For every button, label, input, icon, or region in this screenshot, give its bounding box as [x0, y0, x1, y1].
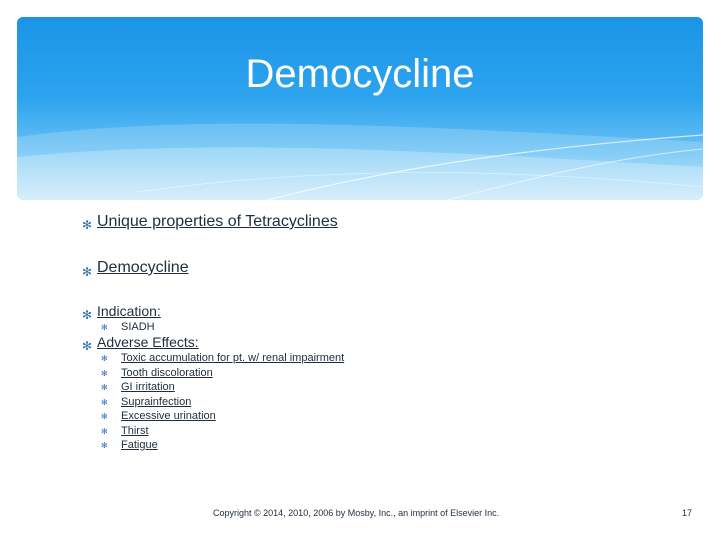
sub-bullet-star-icon: ✻ — [101, 427, 108, 436]
adverse-item-link[interactable]: Toxic accumulation for pt. w/ renal impairment — [121, 352, 345, 364]
sub-bullet-star-icon: ✻ — [101, 412, 108, 421]
adverse-item-link[interactable]: Tooth discoloration — [121, 367, 213, 379]
bullet-star-icon: ✻ — [82, 339, 93, 353]
link-indication[interactable]: Indication: — [97, 303, 161, 319]
title-banner — [17, 17, 703, 200]
adverse-item-link[interactable]: Excessive urination — [121, 410, 216, 422]
link-adverse-effects[interactable]: Adverse Effects: — [97, 334, 199, 350]
adverse-item-link[interactable]: Thirst — [121, 425, 149, 437]
bullet-star-icon: ✻ — [82, 308, 93, 322]
bullet-star-icon: ✻ — [82, 218, 93, 232]
indication-item: SIADH — [121, 321, 155, 333]
sub-bullet-star-icon: ✻ — [101, 354, 108, 363]
sub-bullet-star-icon: ✻ — [101, 441, 108, 450]
adverse-item-link[interactable]: Fatigue — [121, 439, 158, 451]
adverse-item-link[interactable]: Suprainfection — [121, 396, 192, 408]
adverse-item-link[interactable]: GI irritation — [121, 381, 175, 393]
page-number: 17 — [682, 508, 693, 518]
sub-bullet-star-icon: ✻ — [101, 383, 108, 392]
banner-wave-decoration — [17, 17, 703, 200]
link-unique-properties[interactable]: Unique properties of Tetracyclines — [97, 213, 338, 230]
slide-title: Democycline — [245, 52, 475, 96]
sub-bullet-star-icon: ✻ — [101, 369, 108, 378]
sub-bullet-star-icon: ✻ — [101, 398, 108, 407]
sub-bullet-star-icon: ✻ — [101, 323, 108, 332]
link-democycline[interactable]: Democycline — [97, 259, 189, 276]
bullet-star-icon: ✻ — [82, 265, 93, 279]
copyright-footer: Copyright © 2014, 2010, 2006 by Mosby, Inc., an imprint of Elsevier Inc. — [213, 508, 500, 518]
